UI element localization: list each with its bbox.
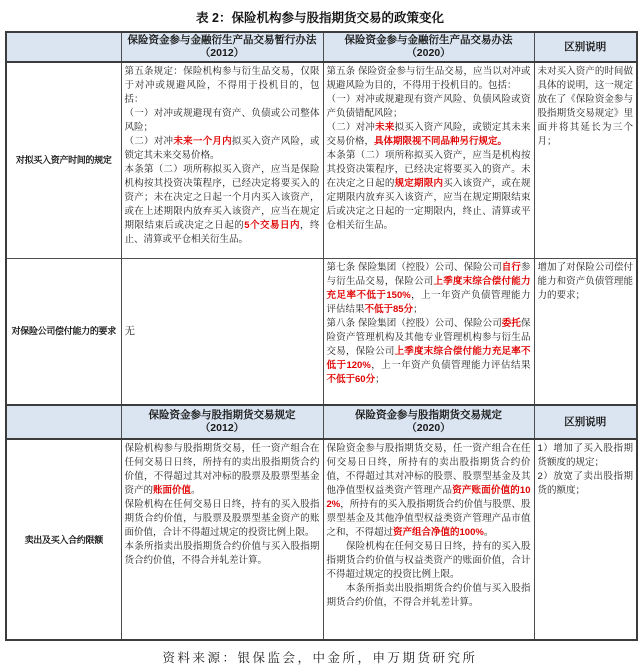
- header-2020-measures: [323, 32, 534, 62]
- header-row-index-futures: [6, 405, 637, 439]
- header-year: （2012）: [199, 47, 245, 59]
- header-2020-futures-rules: [323, 405, 534, 439]
- header-year: （2020）: [406, 47, 451, 59]
- source-note: 资料来源：银保监会，中金所，申万期货研究所: [162, 651, 478, 665]
- header-row-derivatives: [6, 32, 637, 62]
- header-line: 保险资金参与金融衍生产品交易暂行办法: [127, 34, 317, 46]
- row-solvency-requirement: [6, 258, 637, 405]
- cell-limits-2020: 保险资金参与股指期货交易，任一资产组合在任何交易日日终，所持有的卖出股指期货合约价值，不得超过其对冲标的股票、股票型基金及其他净值型权益类资产管理产品资产账面价值的102%，所持有的买入股指期货合约价值与股票、股票型基金及其他净值型权益类资产管理产品市值之和，不得超过资产组合净值的100%。 保险机构在任何交易日日终，持有的买入股指期货合约价值与权益类资产的账面价值，合计不得超过规定的投资比例上限。 本条所指卖出股指期货合约价值与买入股指期货合约价值，不得合并轧差计算。: [323, 439, 534, 640]
- row-contract-limits: [6, 439, 637, 640]
- header-difference: 区别说明: [534, 32, 637, 62]
- cell-timing-2020: 第五条 保险资金参与衍生品交易，应当以对冲或规避风险为目的，不得用于投机目的。包括： （一）对冲或规避现有资产风险、负债风险或资产负债错配风险； （二）对冲未来拟买入资产风险，或锁定其未来交易价格，具体期限视不同品种另行规定。 本条第（二）项所称拟买入资产，应当是机构按其投资决策程序，已经决定将要买入的资产。未在决定之日起的规定期限内买入该资产，或在规定期限内放弃买入该资产，应当在规定期限结束后或决定之日起的一定期限内，终止、清算或平仓相关衍生品。: [323, 62, 534, 258]
- header-2012-interim-measures: [121, 32, 323, 62]
- header-2012-futures-rules: [121, 405, 323, 439]
- cell-timing-2012: 第五条规定：保险机构参与衍生品交易，仅限于对冲或规避风险，不得用于投机目的，包括： （一）对冲或规避现有资产、负债或公司整体风险； （二）对冲未来一个月内拟买入资产风险，或锁定其未来交易价格。 本条第（二）项所称拟买入资产，应当是保险机构按其投资决策程序，已经决定将要买入的资产；未在决定之日起一个月内买入该资产，或在上述期限内放弃买入该资产，应当在规定期限结束后或决定之日起的5个交易日内，终止、清算或平仓相关衍生品。: [121, 62, 323, 258]
- header-difference: 区别说明: [534, 405, 637, 439]
- header-blank-cell: [6, 405, 121, 439]
- table-title: 表 2：保险机构参与股指期货交易的政策变化: [196, 11, 444, 25]
- row-label-solvency: 对保险公司偿付能力的要求: [6, 258, 121, 405]
- header-line: 保险资金参与股指期货交易规定: [148, 409, 296, 421]
- row-label-limits: 卖出及买入合约限额: [6, 439, 121, 640]
- cell-solvency-2012: 无: [121, 258, 323, 405]
- header-line: 保险资金参与金融衍生产品交易办法: [344, 34, 513, 46]
- header-year: （2020）: [406, 422, 451, 434]
- policy-comparison-table: [5, 31, 638, 641]
- cell-limits-diff: 1）增加了买入股指期货额度的规定； 2）放宽了卖出股指期货的额度；: [534, 439, 637, 640]
- row-asset-purchase-timing: [6, 62, 637, 258]
- header-blank-cell: [6, 32, 121, 62]
- cell-solvency-2020: 第七条 保险集团（控股）公司、保险公司自行参与衍生品交易，保险公司上季度末综合偿付能力充足率不低于150%，上一年资产负债管理能力评估结果不低于85分； 第八条 保险集团（控股）公司、保险公司委托保险资产管理机构及其他专业管理机构参与衍生品交易，保险公司上季度末综合偿付能力充足率不低于120%，上一年资产负债管理能力评估结果不低于60分；: [323, 258, 534, 405]
- cell-limits-2012: 保险机构参与股指期货交易，任一资产组合在任何交易日日终，所持有的卖出股指期货合约价值，不得超过其对冲标的股票及股票型基金资产的账面价值。 保险机构在任何交易日日终，持有的买入股指期货合约价值，与股票及股票型基金资产的账面价值，合计不得超过规定的投资比例上限。 本条所指卖出股指期货合约价值与买入股指期货合约价值，不得合并轧差计算。: [121, 439, 323, 640]
- header-line: 保险资金参与股指期货交易规定: [355, 409, 502, 421]
- cell-timing-diff: 未对买入资产的时间做具体的说明，这一规定放在了《保险资金参与股指期货交易规定》里面并将其延长为三个月；: [534, 62, 637, 258]
- row-label-timing: 对拟买入资产时间的规定: [6, 62, 121, 258]
- header-year: （2012）: [199, 422, 245, 434]
- cell-solvency-diff: 增加了对保险公司偿付能力和资产负债管理能力的要求；: [534, 258, 637, 405]
